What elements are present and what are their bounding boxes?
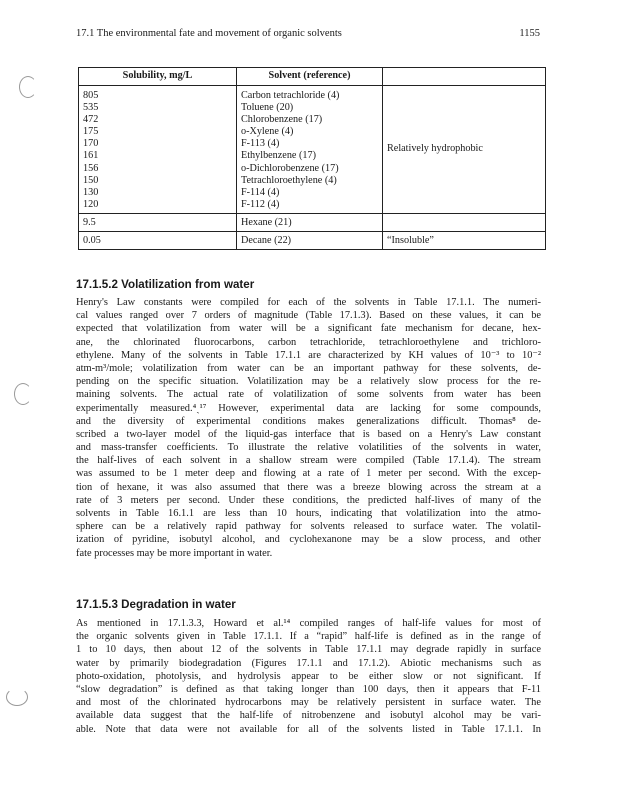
solubility-value: 805 (83, 90, 99, 101)
solubility-cell: 9.5 (79, 213, 237, 231)
punch-hole-mark-middle (14, 383, 32, 405)
solvent-name: Tetrachloroethylene (4) (241, 174, 337, 186)
column-header-solvent: Solvent (reference) (237, 68, 383, 86)
solvent-name: Ethylbenzene (17) (241, 150, 316, 162)
text-line: rate of 3 meters per second. Under these conditions, the predicted half-lives of many of the (76, 494, 541, 506)
text-line: was assumed to be 1 meter deep and flowing at a rate of 1 meter per second. With the excep- (76, 468, 541, 480)
solvent-name: Toluene (20) (241, 102, 294, 114)
text-line: tion of hexane, it was also assumed that there was a breeze blowing across the stream at a (76, 481, 541, 493)
text-line: fate processes may be more important in water. (76, 547, 273, 559)
text-line: water by primarily biodegradation (Figures 17.1.1 and 17.1.2). Abiotic mechanisms such as (76, 657, 541, 669)
solubility-table (78, 67, 546, 250)
text-line: pending on the specific situation. Volatilization may be a relatively slow process for the re- (76, 376, 541, 388)
text-line: the half-lives of each solvent in a shallow stream were compiled (Table 17.1.4). The stream (76, 455, 541, 467)
text-line: 1 to 10 days, then about 12 of the solvents in Table 17.1.1 may degrade rapidly in surface (76, 644, 541, 656)
solvent-name: o-Xylene (4) (241, 126, 294, 138)
solubility-value: 161 (83, 150, 99, 162)
solvent-cell: Decane (22) (237, 232, 383, 250)
classification-cell (383, 213, 546, 231)
text-line: atm-m³/mole; volatilization from water can be an important pathway for these solvents, de- (76, 362, 541, 374)
text-line: and most of the chlorinated hydrocarbons may be relatively persistent in surface water. The (76, 697, 541, 709)
text-line: ethylene. Many of the solvents in Table 17.1.1 are characterized by KH values of 10⁻³ to 10⁻² (76, 349, 541, 361)
text-line: able. Note that data were not available for all of the solvents listed in Table 17.1.1. In (76, 723, 541, 735)
text-line: solvents in Table 16.1.1 are less than 10 hours, indicating that volatilization into the atmo- (76, 508, 541, 519)
text-line: maining solvents. The actual rate of volatilization of some solvents from water has been (76, 389, 541, 401)
section-heading-volatilization: 17.1.5.2 Volatilization from water (76, 278, 255, 291)
text-line: sphere can be a relatively rapid pathway for solvents released to surface water. The volatil- (76, 521, 541, 533)
running-title: 17.1 The environmental fate and movement of organic solvents (76, 28, 342, 39)
classification-cell: Relatively hydrophobic (383, 86, 546, 214)
table-row (79, 86, 546, 214)
solubility-value: 175 (83, 126, 99, 138)
text-line: Henry's Law constants were compiled for each of the solvents in Table 17.1.1. The numeri- (76, 297, 541, 308)
punch-hole-mark-bottom (6, 688, 28, 706)
paragraph-degradation (76, 617, 541, 736)
section-heading-degradation: 17.1.5.3 Degradation in water (76, 598, 236, 611)
solubility-value: 535 (83, 102, 99, 114)
table-header-row (79, 68, 546, 86)
solubility-value: 150 (83, 174, 99, 186)
solubility-value: 170 (83, 138, 99, 150)
text-line: expected that volatilization from water will be a significant fate mechanism for decane, hex- (76, 323, 541, 335)
text-line: “slow degradation” is defined as that taking longer than 100 days, then it appears that F-11 (76, 683, 541, 695)
solvent-name: Carbon tetrachloride (4) (241, 90, 340, 101)
text-line: As mentioned in 17.1.3.3, Howard et al.¹⁴ compiled ranges of half-life values for most of (76, 618, 541, 629)
table-row (79, 213, 546, 231)
solvent-name: F-113 (4) (241, 138, 280, 150)
column-header-classification (383, 68, 546, 86)
table-row (79, 232, 546, 250)
solubility-value: 472 (83, 114, 99, 126)
punch-hole-mark-top (19, 76, 37, 98)
solubility-value: 130 (83, 186, 99, 198)
text-line: ization of pyridine, isobutyl alcohol, and cyclohexanone may be a slow process, and other (76, 534, 541, 546)
page-number: 1155 (519, 28, 540, 39)
running-header (76, 28, 540, 42)
solubility-cell: 0.05 (79, 232, 237, 250)
solubility-value: 120 (83, 198, 99, 210)
solvent-name: F-112 (4) (241, 198, 280, 210)
solubility-cell (79, 86, 237, 214)
solvent-name: Chlorobenzene (17) (241, 114, 323, 126)
solvent-name: F-114 (4) (241, 186, 280, 198)
text-line: and mass-transfer coefficients. To illustrate the relative volatilities of the solvents in water, (76, 442, 541, 454)
solvent-name: o-Dichlorobenzene (17) (241, 162, 339, 174)
text-line: scribed a two-layer model of the liquid-gas interface that is based on a Henry's Law constant (76, 428, 541, 440)
classification-cell: “Insoluble” (383, 232, 546, 250)
text-line: ane, the chlorinated fluorocarbons, carbon tetrachloride, tetrachloroethylene and trichloro- (76, 336, 541, 348)
text-line: and the diversity of experimental conditions makes generalizations difficult. Thomas⁸ de- (76, 415, 541, 427)
solvent-cell: Hexane (21) (237, 213, 383, 231)
column-header-solubility: Solubility, mg/L (79, 68, 237, 86)
paragraph-volatilization (76, 296, 541, 560)
text-line: cal values ranged over 7 orders of magnitude (Table 17.1.3). Based on these values, it can be (76, 310, 541, 322)
text-line: photo-oxidation, photolysis, and hydrolysis appear to be either slow or not significant. If (76, 670, 541, 682)
solubility-value: 156 (83, 162, 99, 174)
solvent-cell (237, 86, 383, 214)
text-line: the organic solvents given in Table 17.1.1. If a “rapid” half-life is defined as in the range of (76, 631, 541, 643)
text-line: available data suggest that the half-life of nitrobenzene and isobutyl alcohol may be vari- (76, 710, 541, 722)
text-line: experimentally measured.⁴ˎ¹⁷ However, experimental data are lacking for some compounds, (76, 402, 541, 414)
